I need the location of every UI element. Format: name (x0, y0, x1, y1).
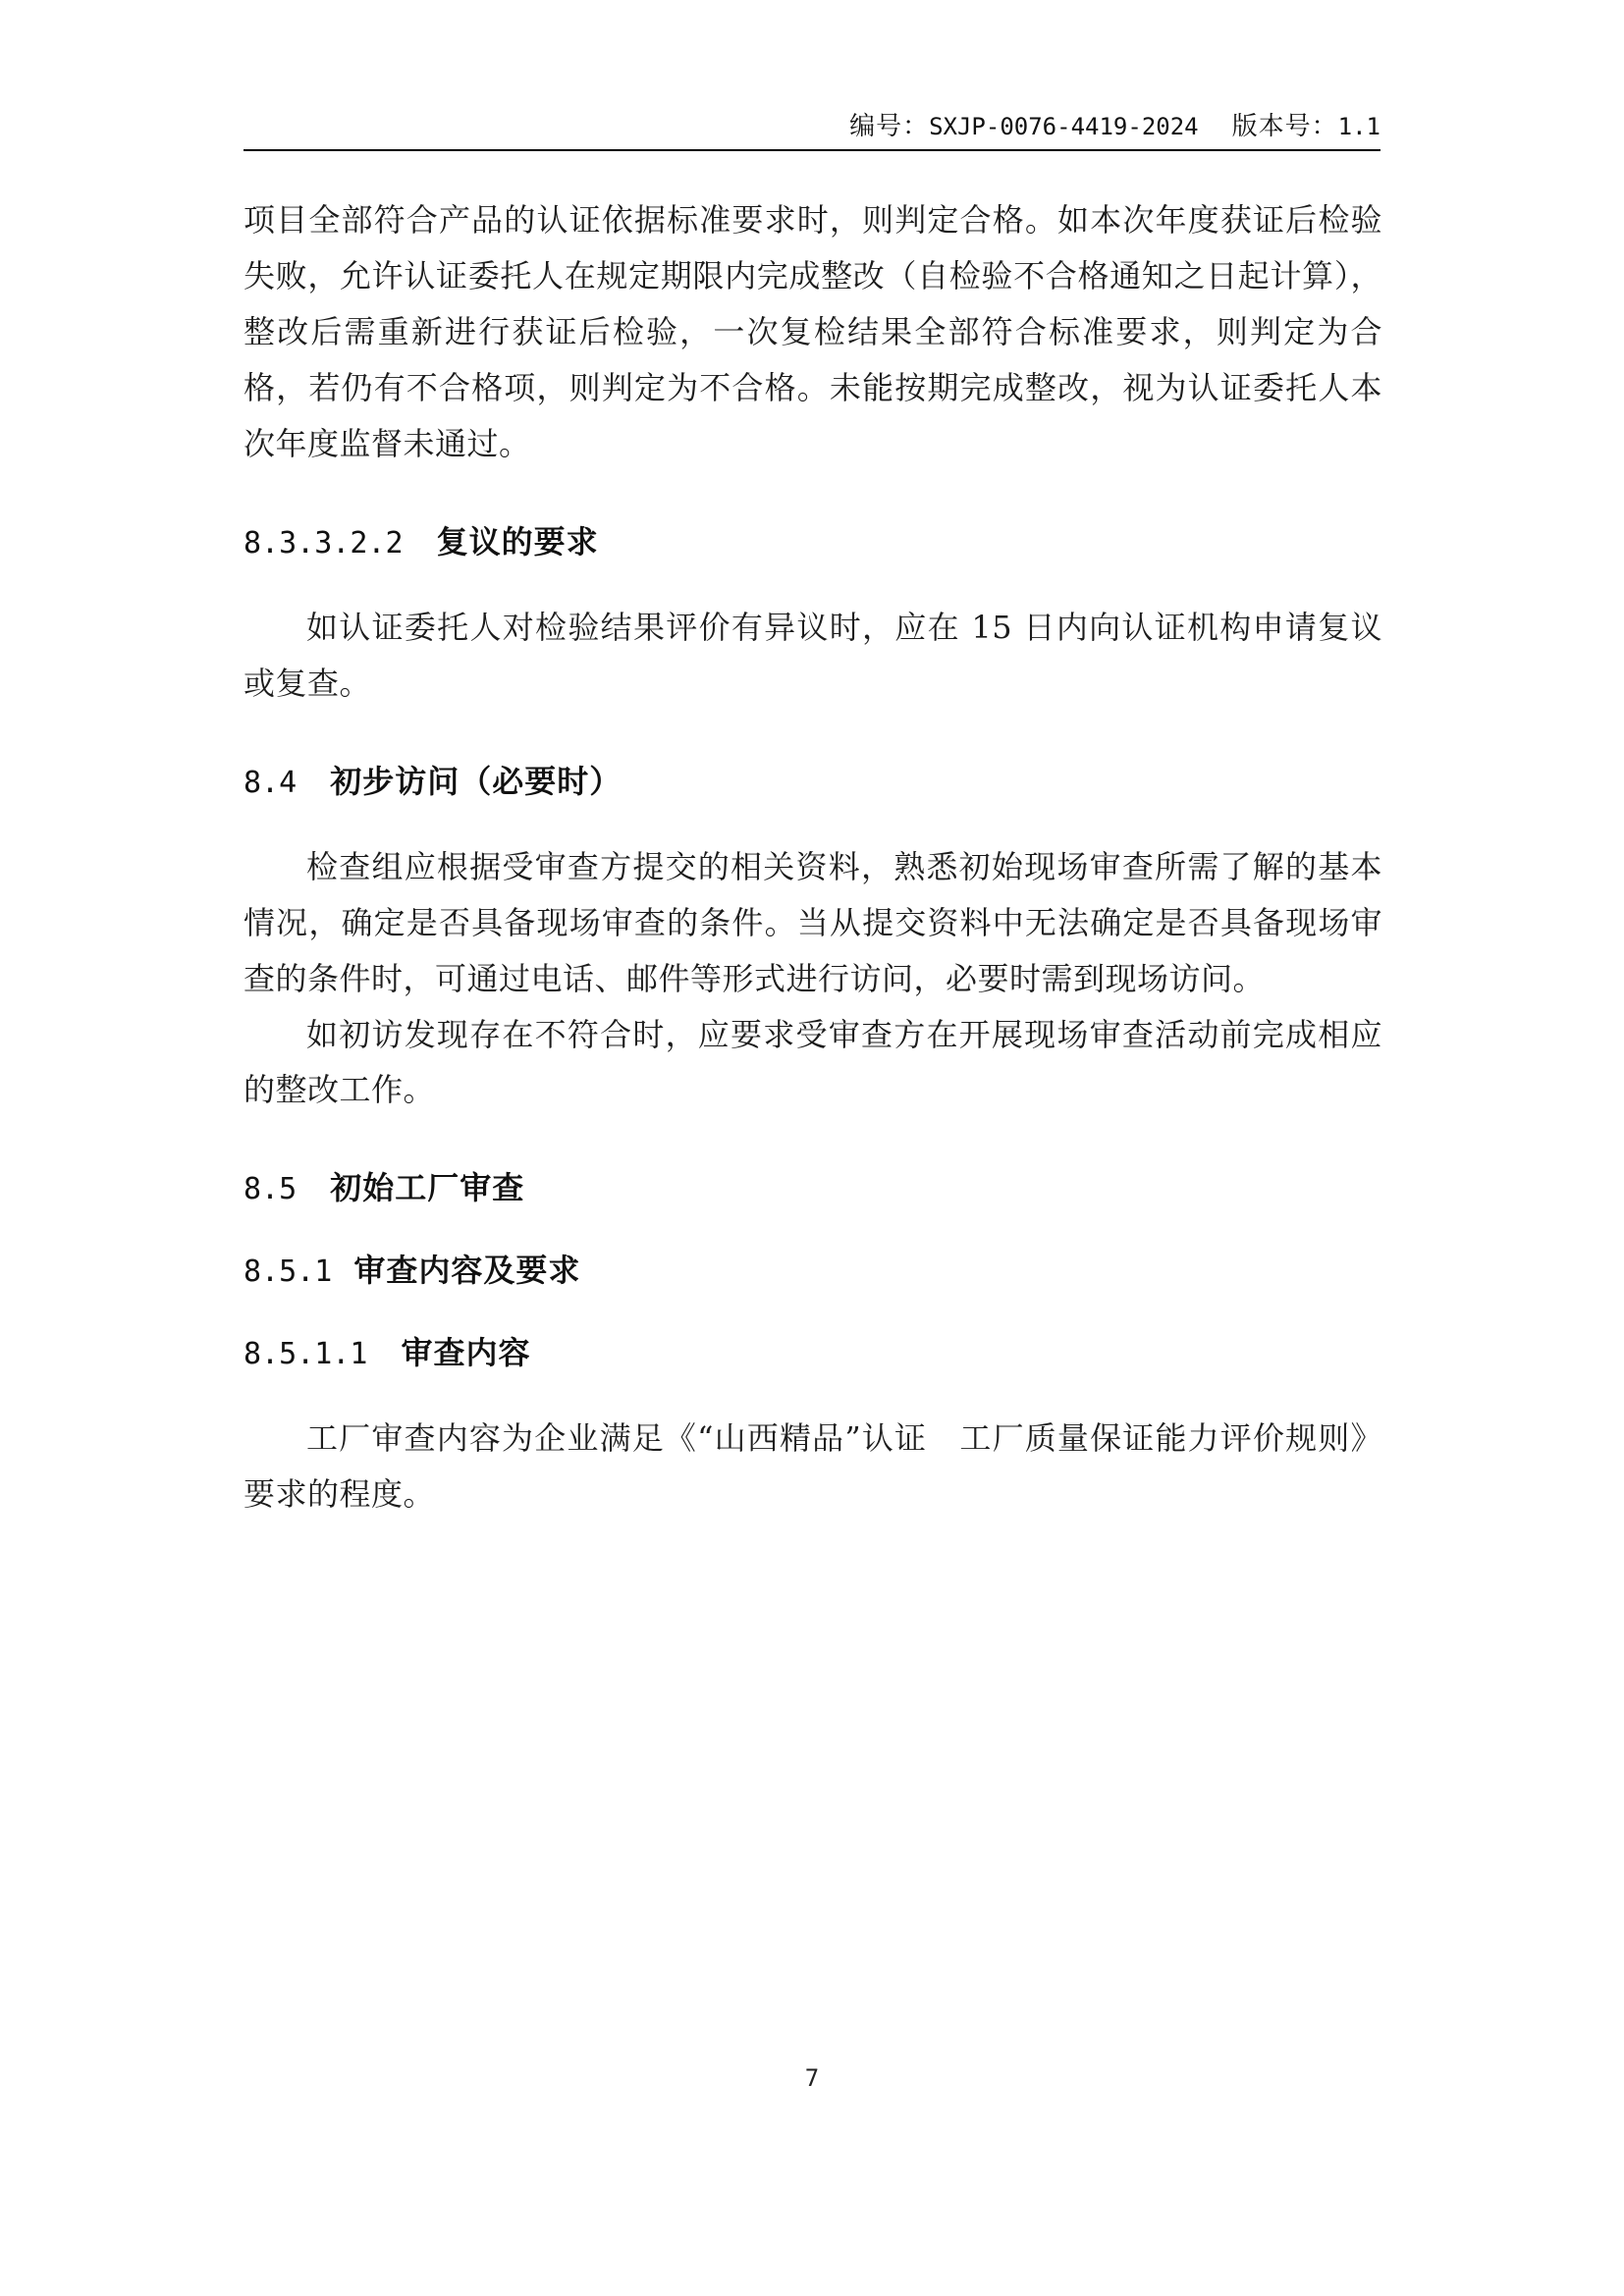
spacer (244, 1118, 1382, 1163)
page-header (244, 106, 1380, 142)
header-number-label: 编号： (849, 112, 930, 140)
spacer (244, 562, 1382, 600)
paragraph-5: 工厂审查内容为企业满足《“山西精品”认证 工厂质量保证能力评价规则》要求的程度。 (244, 1419, 1382, 1514)
header-version-value: 1.1 (1337, 113, 1380, 140)
heading-title: 初始工厂审查 (330, 1169, 525, 1207)
heading-8-3-3-2-2 (244, 517, 1382, 562)
spacer (244, 712, 1382, 757)
document-body (244, 192, 1382, 1522)
heading-number: 8.5.1 (244, 1255, 333, 1290)
spacer (244, 472, 1382, 517)
heading-number: 8.3.3.2.2 (244, 525, 404, 561)
heading-8-5-1 (244, 1246, 1382, 1291)
paragraph-3: 检查组应根据受审查方提交的相关资料，熟悉初始现场审查所需了解的基本情况，确定是否具备现场审查的条件。当从提交资料中无法确定是否具备现场审查的条件时，可通过电话、邮件等形式进行访问，必要时需到现场访问。 (244, 847, 1382, 997)
page-number: 7 (804, 2064, 820, 2092)
spacer (244, 1208, 1382, 1246)
spacer (244, 1291, 1382, 1328)
paragraph-4: 如初访发现存在不符合时，应要求受审查方在开展现场审查活动前完成相应的整改工作。 (244, 1015, 1382, 1109)
heading-number: 8.4 (244, 765, 298, 800)
heading-title: 初步访问（必要时） (330, 762, 623, 800)
paragraph-1: 项目全部符合产品的认证依据标准要求时，则判定合格。如本次年度获证后检验失败，允许认证委托人在规定期限内完成整改（自检验不合格通知之日起计算），整改后需重新进行获证后检验，一次复检结果全部符合标准要求，则判定为合格，若仍有不合格项，则判定为不合格。未能按期完成整改，视为认证委托人本次年度监督未通过。 (244, 201, 1382, 462)
heading-title: 复议的要求 (436, 522, 599, 561)
header-divider (244, 149, 1380, 151)
heading-title: 审查内容 (401, 1334, 531, 1372)
heading-number: 8.5.1.1 (244, 1337, 368, 1372)
header-version-label: 版本号： (1231, 112, 1338, 140)
spacer (244, 802, 1382, 839)
heading-8-5-1-1 (244, 1328, 1382, 1373)
heading-title: 审查内容及要求 (353, 1252, 581, 1290)
heading-8-4 (244, 757, 1382, 802)
heading-number: 8.5 (244, 1172, 298, 1207)
heading-8-5 (244, 1163, 1382, 1208)
spacer (244, 1373, 1382, 1411)
header-doc-number: SXJP-0076-4419-2024 (929, 113, 1199, 140)
paragraph-2: 如认证委托人对检验结果评价有异议时，应在 15 日内向认证机构申请复议或复查。 (244, 608, 1382, 702)
